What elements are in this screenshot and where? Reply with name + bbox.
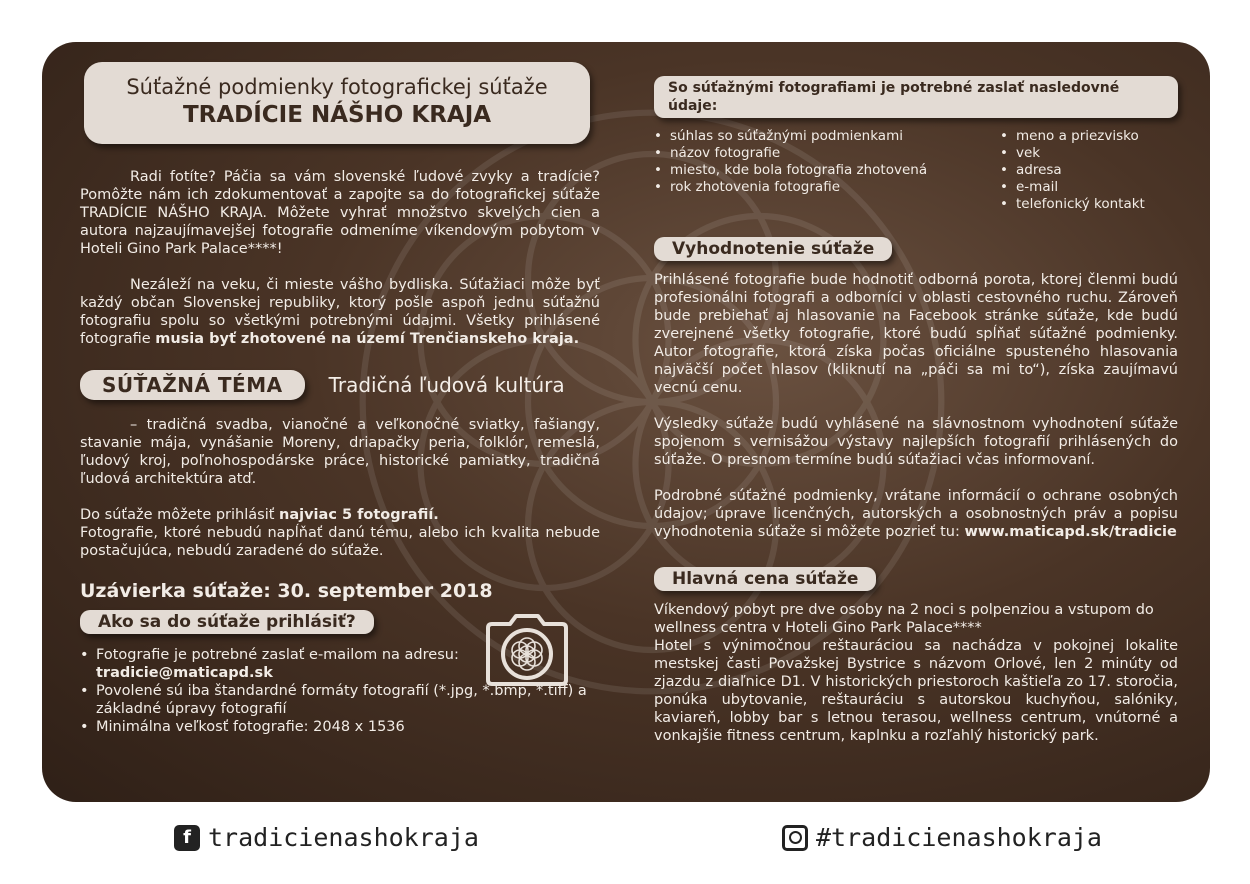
required-lists [654, 128, 1178, 213]
poster-board [42, 42, 1210, 802]
deadline-text: Uzávierka súťaže: 30. september 2018 [80, 580, 493, 602]
theme-row [80, 370, 600, 400]
list-item: • adresa [1000, 162, 1145, 179]
eval-header [654, 237, 1178, 261]
footer-instagram[interactable] [782, 823, 1102, 852]
prize-paragraph-2: Hotel s výnimočnou reštauráciou sa nachádza v pokojnej lokalite mestskej časti Považskej Bystrice s názvom Orlové, len 2 minúty od zjazdu z diaľnice D1. V historických priestoroch kaštieľa zo 17. storočia, ponúka ubytovanie, reštauráciu s autorskou kuchyňou, salóniky, kaviareň, lobby bar s letnou terasou, wellness centrum, vnútorné a vonkajšie fitness centrum, kaplnku a rozľahlý historický park. [654, 638, 1178, 744]
facebook-icon: f [174, 825, 200, 851]
list-item: • názov fotografie [654, 145, 1000, 162]
list-item: • miesto, kde bola fotografia zhotovená [654, 162, 1000, 179]
limit-bold: najviac 5 fotografií. [279, 507, 439, 523]
limit-paragraph: Do súťaže môžete prihlásiť najviac 5 fotografií. Fotografie, ktoré nebudú napĺňať danú tému, alebo ich kvalita nebude postačujúca, nebudú zaradené do súťaže. [80, 507, 600, 559]
title-box [84, 62, 590, 144]
title-line2: TRADÍCIE NÁŠHO KRAJA [182, 102, 492, 128]
camera-icon [484, 610, 570, 688]
theme-value: Tradičná ľudová kultúra [328, 373, 565, 397]
prize-header [654, 567, 1178, 591]
list-item: • Fotografie je potrebné zaslať e-mailom na adresu: tradicie@maticapd.sk [80, 646, 600, 682]
instagram-handle[interactable]: #tradicienashokraja [816, 823, 1102, 852]
email-address[interactable]: tradicie@maticapd.sk [96, 665, 273, 681]
list-item: • meno a priezvisko [1000, 128, 1145, 145]
prize-title: Hlavná cena súťaže [654, 567, 876, 591]
list-item: • Minimálna veľkosť fotografie: 2048 x 1536 [80, 718, 600, 736]
theme-description: – tradičná svadba, vianočné a veľkonočné sviatky, fašiangy, stavanie mája, vynášanie Moreny, driapačky peria, folklór, remeslá, ľudový kroj, poľnohospodárske práce, historické pamiatky, tradičná ľudová architektúra atď. [80, 417, 600, 487]
eval-paragraph-3: Podrobné súťažné podmienky, vrátane informácií o ochrane osobných údajov; úprave licenčných, autorských a osobnostných práv a popisu vyhodnotenia súťaže si môžete pozrieť tu: www.maticapd.sk/tradicie [654, 488, 1178, 540]
list-item: • vek [1000, 145, 1145, 162]
list-item: • rok zhotovenia fotografie [654, 179, 1000, 196]
list-item: • Povolené sú iba štandardné formáty fotografií (*.jpg, *.bmp, *.tiff) a základné úpravy fotografií [80, 682, 600, 718]
eval-title: Vyhodnotenie súťaže [654, 237, 892, 261]
instagram-icon [782, 825, 808, 851]
intro-bold-text: musia byť zhotovené na území Trenčianskeho kraja. [155, 331, 580, 347]
how-title: Ako sa do súťaže prihlásiť? [80, 610, 374, 634]
prize-paragraph-1: Víkendový pobyt pre dve osoby na 2 noci s polpenziou a vstupom do wellness centra v Hoteli Gino Park Palace**** [654, 602, 1154, 636]
right-column [654, 76, 1178, 745]
required-title: So súťažnými fotografiami je potrebné zaslať nasledovné údaje: [654, 76, 1178, 118]
eval-paragraph-1: Prihlásené fotografie bude hodnotiť odborná porota, ktorej členmi budú profesionálni fotografi a odborníci v oblasti cestovného ruchu. Zároveň bude prebiehať aj hlasovanie na Facebook stránke súťaže, kde budú zverejnené všetky fotografie, ktoré budú spĺňať súťažné podmienky. Autor fotografie, ktorá získa počas oficiálne spusteného hlasovania najväčší počet hlasov (kliknutí na „páči sa mi to“), získa zaujímavú vecnú cenu. [654, 272, 1178, 396]
facebook-handle[interactable]: tradicienashokraja [208, 823, 479, 852]
intro-paragraph-2: Nezáleží na veku, či mieste vášho bydliska. Súťažiaci môže byť každý občan Slovenskej republiky, ktorý pošle aspoň jednu súťažnú fotografiu spolu so všetkými potrebnými údajmi. Všetky prihlásené fotografie musia byť zhotovené na území Trenčianskeho kraja. [80, 277, 600, 347]
list-item: • e-mail [1000, 179, 1145, 196]
list-item: • súhlas so súťažnými podmienkami [654, 128, 1000, 145]
required-list-2 [1000, 128, 1145, 213]
rules-link[interactable]: www.maticapd.sk/tradicie [964, 524, 1177, 540]
footer-facebook[interactable] [174, 823, 479, 852]
intro-paragraph-1: Radi fotíte? Páčia sa vám slovenské ľudové zvyky a tradície? Pomôžte nám ich zdokumentovať a zapojte sa do fotografickej súťaže TRADÍCIE NÁŠHO KRAJA. Môžete vyhrať množstvo skvelých cien a autora najzaujímavejšej fotografie odmeníme víkendovým pobytom v Hoteli Gino Park Palace****! [80, 169, 600, 257]
eval-paragraph-2: Výsledky súťaže budú vyhlásené na slávnostnom vyhodnotení súťaže spojenom s vernisážou výstavy najlepších fotografií prihlásených do súťaže. O presnom termíne budú súťažiaci včas informovaní. [654, 416, 1178, 468]
theme-label: SÚŤAŽNÁ TÉMA [80, 370, 305, 400]
title-line1: Súťažné podmienky fotografickej súťaže [126, 75, 548, 99]
required-list-1 [654, 128, 1000, 213]
list-item: • telefonický kontakt [1000, 196, 1145, 213]
